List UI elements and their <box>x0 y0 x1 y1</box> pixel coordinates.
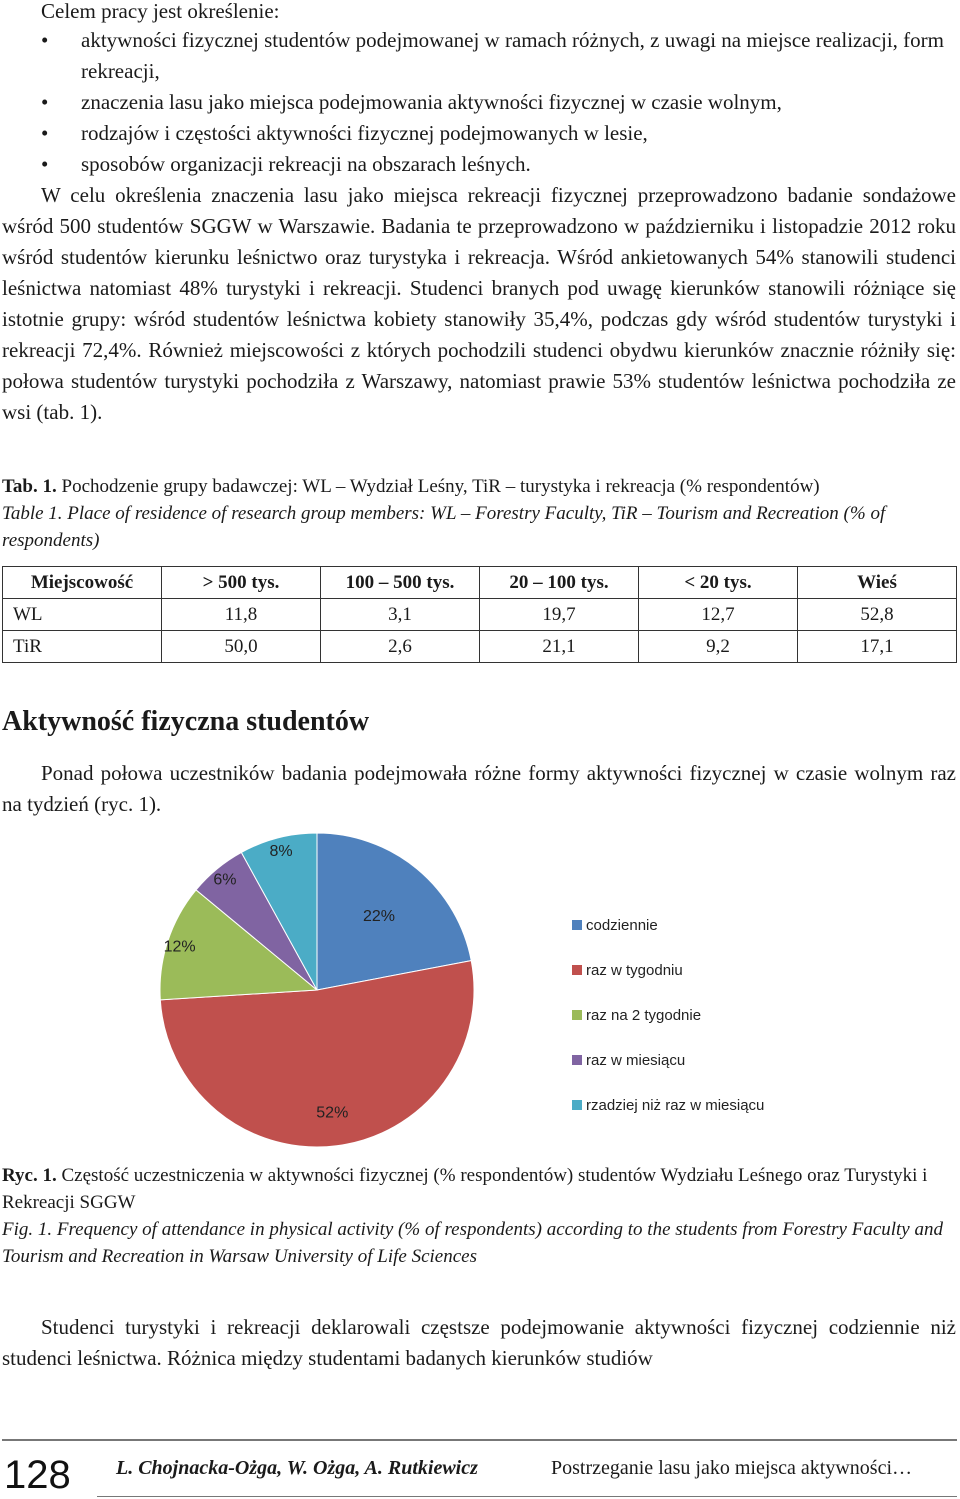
list-item: • znaczenia lasu jako miejsca podejmowania aktywności fizycznej w czasie wolnym, <box>0 87 958 118</box>
column-header: Miejscowość <box>3 567 162 599</box>
row-label: TiR <box>3 631 162 663</box>
table-caption-english: Table 1. Place of residence of research group members: WL – Forestry Faculty, TiR – Tourism and Recreation (% of respondents) <box>2 503 886 551</box>
list-item: • aktywności fizycznej studentów podejmowanej w ramach różnych, z uwagi na miejsce realizacji, form rekreacji, <box>0 25 958 87</box>
legend-label: codziennie <box>586 917 658 934</box>
legend-label: rzadziej niż raz w miesiącu <box>586 1097 765 1114</box>
column-header: 20 – 100 tys. <box>480 567 639 599</box>
legend-label: raz w tygodniu <box>586 962 683 979</box>
intro-text: Celem pracy jest określenie: <box>41 0 280 23</box>
table-cell: 21,1 <box>480 631 639 663</box>
residence-table <box>2 566 957 663</box>
table-caption-text: Pochodzenie grupy badawczej: WL – Wydział Leśny, TiR – turystyka i rekreacja (% respondentów) <box>61 476 820 497</box>
legend-swatch <box>572 965 582 975</box>
column-header: < 20 tys. <box>639 567 798 599</box>
footer-authors: L. Chojnacka-Ożga, W. Ożga, A. Rutkiewicz <box>116 1457 478 1479</box>
paragraph-intro-activity: Ponad połowa uczestników badania podejmowała różne formy aktywności fizycznej w czasie wolnym raz na tydzień (ryc. 1). <box>2 761 956 816</box>
legend-swatch <box>572 920 582 930</box>
table-cell: 9,2 <box>639 631 798 663</box>
list-item: • rodzajów i częstości aktywności fizycznej podejmowanych w lesie, <box>0 118 958 149</box>
pie-value-label: 6% <box>213 871 237 889</box>
column-header: > 500 tys. <box>162 567 321 599</box>
legend-label: raz na 2 tygodnie <box>586 1007 702 1024</box>
table-caption-label: Tab. 1. <box>2 476 57 497</box>
legend-swatch <box>572 1055 582 1065</box>
pie-value-label: 8% <box>269 843 293 861</box>
table-cell: 50,0 <box>162 631 321 663</box>
legend-swatch <box>572 1010 582 1020</box>
table-cell: 11,8 <box>162 599 321 631</box>
figure-caption-label: Ryc. 1. <box>2 1165 57 1186</box>
bullet-icon: • <box>41 152 49 176</box>
bullet-icon: • <box>41 121 49 145</box>
table-caption <box>2 473 956 500</box>
row-label: WL <box>3 599 162 631</box>
frequency-pie-chart <box>0 820 960 1160</box>
page-number: 128 <box>4 1453 71 1497</box>
legend-swatch <box>572 1100 582 1110</box>
table-header-row <box>3 567 957 599</box>
section-title: Aktywność fizyczna studentów <box>2 706 370 737</box>
column-header: Wieś <box>798 567 957 599</box>
footer-rule-top <box>2 1439 957 1441</box>
table-cell: 52,8 <box>798 599 957 631</box>
list-item: • sposobów organizacji rekreacji na obszarach leśnych. <box>0 149 958 180</box>
table-cell: 3,1 <box>321 599 480 631</box>
legend-label: raz w miesiącu <box>586 1052 686 1069</box>
figure-caption-english: Fig. 1. Frequency of attendance in physical activity (% of respondents) according to the students from Forestry Faculty and Tourism and Recreation in Warsaw University of Life Sciences <box>2 1219 943 1267</box>
pie-value-label: 12% <box>163 938 196 956</box>
objectives-list <box>0 25 958 180</box>
bullet-icon: • <box>41 90 49 114</box>
footer-rule-bottom <box>97 1496 957 1497</box>
footer-running-title: Postrzeganie lasu jako miejsca aktywności… <box>551 1457 913 1479</box>
table-cell: 19,7 <box>480 599 639 631</box>
pie-value-label: 22% <box>362 908 396 925</box>
table-row <box>3 631 957 663</box>
bullet-icon: • <box>41 28 49 52</box>
table-cell: 17,1 <box>798 631 957 663</box>
figure-caption <box>2 1162 956 1216</box>
pie-value-label: 52% <box>316 1104 349 1122</box>
column-header: 100 – 500 tys. <box>321 567 480 599</box>
paragraph-comparison: Studenci turystyki i rekreacji deklarowali częstsze podejmowanie aktywności fizycznej codziennie niż studenci leśnictwa. Różnica między studentami badanych kierunków studiów <box>2 1315 956 1370</box>
table-cell: 12,7 <box>639 599 798 631</box>
paragraph-methods: W celu określenia znaczenia lasu jako miejsca rekreacji fizycznej przeprowadzono badanie sondażowe wśród 500 studentów SGGW w Warszawie. Badania te przeprowadzono w październiku i listopadzie 2012 roku wśród studentów kierunku leśnictwo oraz turystyka i rekreacja. Wśród ankietowanych 54% stanowili studenci leśnictwa natomiast 48% turystyki i rekreacji. Studenci branych pod uwagę kierunków stanowili różniące się istotnie grupy: wśród studentów leśnictwa kobiety stanowiły 35,4%, podczas gdy wśród studentów turystyki i rekreacji 72,4%. Również miejscowości z których pochodzili studenci obydwu kierunków znacznie różniły się: połowa studentów turystyki pochodziła z Warszawy, natomiast prawie 53% studentów leśnictwa pochodziła ze wsi (tab. 1). <box>2 183 956 424</box>
table-row <box>3 599 957 631</box>
figure-caption-text: Częstość uczestniczenia w aktywności fizycznej (% respondentów) studentów Wydziału Leśnego oraz Turystyki i Rekreacji SGGW <box>2 1165 928 1213</box>
table-cell: 2,6 <box>321 631 480 663</box>
